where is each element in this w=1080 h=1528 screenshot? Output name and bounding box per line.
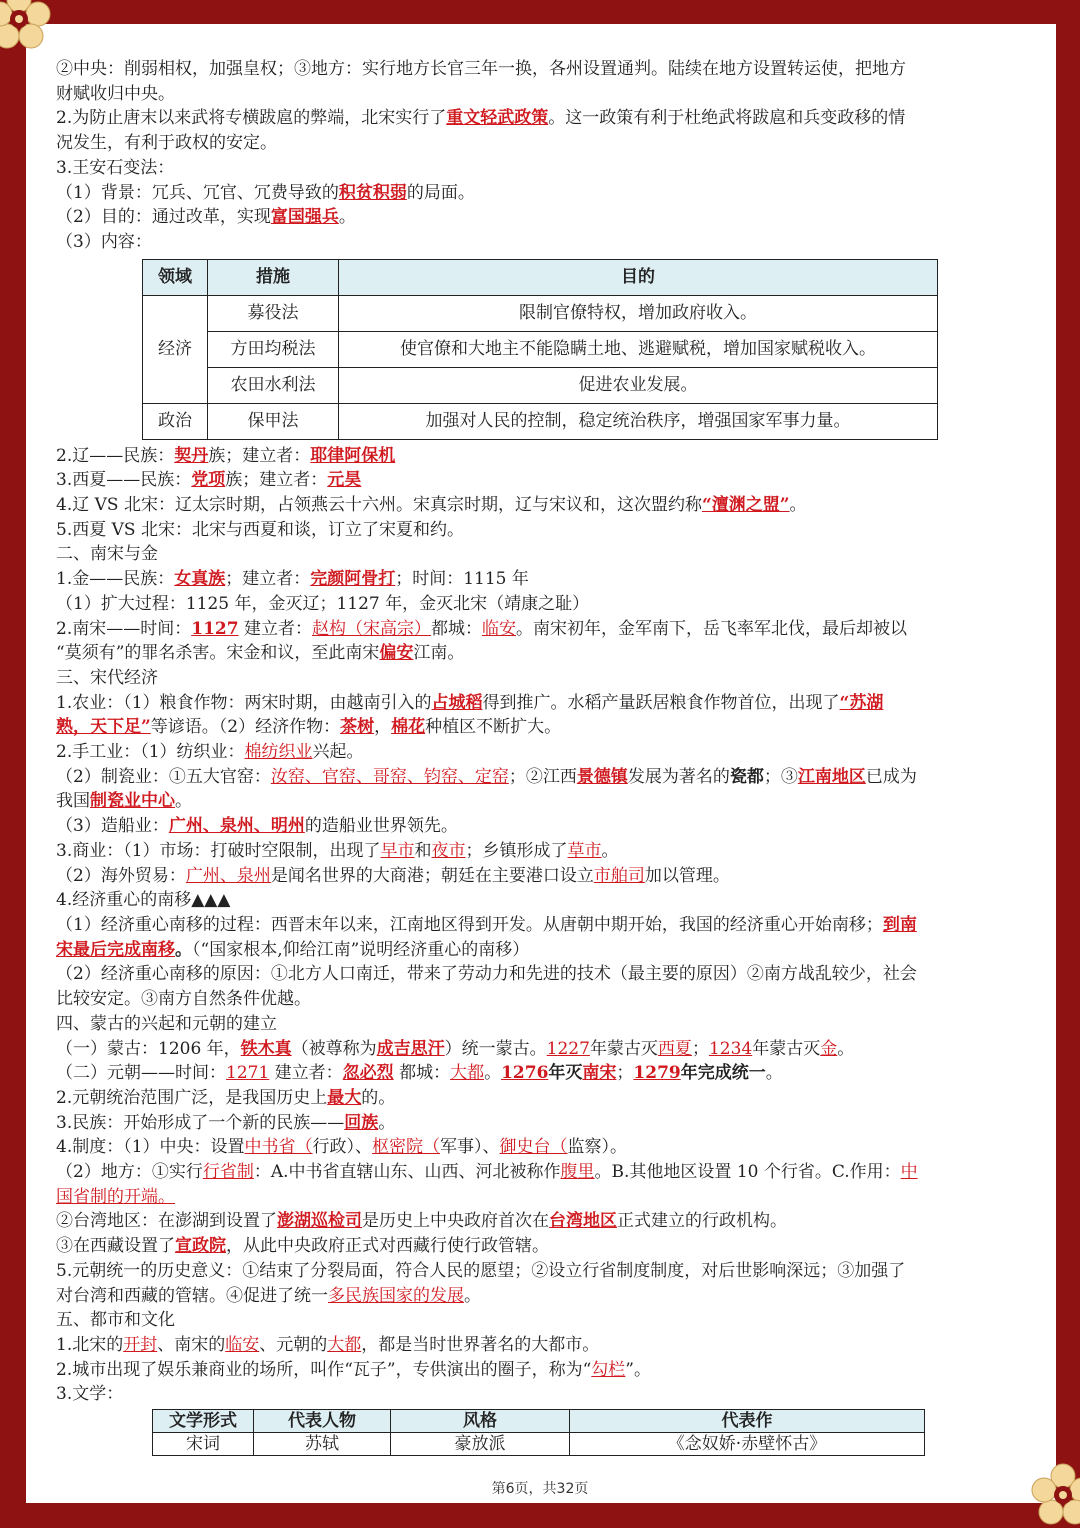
keyword: 市舶司: [593, 865, 645, 886]
keyword: 女真族: [174, 569, 226, 590]
table-cell: 限制官僚特权，增加政府收入。: [339, 295, 938, 331]
keyword: 草市: [567, 840, 602, 861]
text-line: 比较安定。③南方自然条件优越。: [56, 989, 311, 1010]
text-line: （3）内容：: [56, 231, 152, 252]
keyword: 宣政院: [175, 1236, 226, 1257]
keyword: 台湾地区: [549, 1211, 617, 1232]
table-cell: 豪放派: [391, 1433, 570, 1456]
keyword: 完颜阿骨打: [310, 569, 396, 590]
text-line: 1.农业：（1）粮食作物：两宋时期，由越南引入的占城稻得到推广。水稻产量跃居粮食作物首位，出现了“苏湖: [56, 692, 884, 713]
table-cell: 促进农业发展。: [339, 367, 938, 403]
text-line: 4.经济重心的南移▲▲▲: [56, 890, 231, 911]
table-cell: 苏轼: [254, 1433, 391, 1456]
table-cell: 政治: [143, 403, 208, 439]
text-line: 4.辽 VS 北宋：辽太宗时期，占领燕云十六州。宋真宗时期，辽与宋议和，这次盟约称“澶渊之盟”。: [56, 495, 807, 516]
section-heading: 五、都市和文化: [56, 1310, 175, 1331]
table-row: [153, 1433, 925, 1456]
header-cell: 风格: [391, 1410, 570, 1433]
keyword: 忽必烈: [342, 1063, 394, 1084]
keyword: 中: [900, 1162, 918, 1183]
text-line: 2.南宋——时间：1127 建立者：赵构（宋高宗）都城：临安。南宋初年，金军南下，岳飞率军北伐，最后却被以: [56, 618, 907, 639]
text-line: “莫须有”的罪名杀害。宋金和议，至此南宋偏安江南。: [56, 643, 465, 664]
text-line: 3.王安石变法：: [56, 157, 175, 178]
keyword: 赵构（宋高宗）: [311, 618, 431, 639]
table-row: [143, 295, 938, 331]
keyword: “苏湖: [839, 692, 884, 713]
text-line: （一）蒙古：1206 年，铁木真（被尊称为成吉思汗）统一蒙古。1227年蒙古灭西夏；1234年蒙古灭金。: [56, 1038, 855, 1059]
text-line: ②台湾地区：在澎湖到设置了澎湖巡检司是历史上中央政府首次在台湾地区正式建立的行政机构。: [56, 1211, 787, 1232]
table-cell: 方田均税法: [208, 331, 339, 367]
keyword: 大都: [450, 1063, 485, 1084]
table-cell: 使官僚和大地主不能隐瞒土地、逃避赋税，增加国家赋税收入。: [339, 331, 938, 367]
text-line: （2）地方：①实行行省制：A.中书省直辖山东、山西、河北被称作腹里。B.其他地区设置 10 个行省。C.作用：中: [56, 1162, 918, 1183]
text-line: （1）背景：冗兵、冗官、冗费导致的积贫积弱的局面。: [56, 182, 475, 203]
section-heading: 三、宋代经济: [56, 667, 158, 688]
header-cell: 措施: [208, 259, 339, 295]
reform-table: [142, 259, 938, 440]
keyword: “澶渊之盟”: [701, 495, 790, 516]
text-line: [56, 1185, 1031, 1210]
table-cell: 农田水利法: [208, 367, 339, 403]
keyword: 广州、泉州、明州: [168, 816, 305, 837]
keyword: 1276: [501, 1063, 549, 1084]
header-cell: 目的: [339, 259, 938, 295]
text-line: （2）经济重心南移的原因：①北方人口南迁，带来了劳动力和先进的技术（最主要的原因）②南方战乱较少，社会: [56, 964, 917, 985]
keyword: 1271: [226, 1063, 270, 1084]
header-cell: 代表人物: [254, 1410, 391, 1433]
bold-text: 瓷都: [729, 766, 764, 787]
header-cell: 领域: [143, 259, 208, 295]
keyword: 棉纺织业: [244, 742, 313, 763]
keyword: 富国强兵: [270, 207, 339, 228]
text-line: ②中央：削弱相权，加强皇权；③地方：实行地方长官三年一换，各州设置通判。陆续在地方设置转运使，把地方: [56, 59, 906, 79]
keyword: 临安: [481, 618, 516, 639]
text-line: 3.商业：（1）市场：打破时空限制，出现了早市和夜市；乡镇形成了草市。: [56, 840, 619, 861]
text-line: 5.西夏 VS 北宋：北宋与西夏和谈，订立了宋夏和约。: [56, 519, 464, 540]
text-line: 3.文学：: [56, 1384, 124, 1405]
keyword: 元昊: [327, 470, 362, 491]
text-line: 1.北宋的开封、南宋的临安、元朝的大都，都是当时世界著名的大都市。: [56, 1334, 600, 1355]
keyword: 偏安: [379, 643, 414, 664]
section-heading: 四、蒙古的兴起和元朝的建立: [56, 1013, 277, 1034]
keyword: 1127: [191, 618, 239, 639]
keyword: 棉花: [391, 717, 426, 738]
table-header-row: [143, 259, 938, 295]
keyword: 1279: [633, 1063, 681, 1084]
keyword: 多民族国家的发展: [328, 1285, 464, 1306]
keyword: 重文轻武政策: [446, 108, 549, 129]
keyword: 国省制的开端。: [56, 1186, 175, 1207]
text-line: 4.制度：（1）中央：设置中书省（行政）、枢密院（军事）、御史台（监察）。: [56, 1137, 628, 1158]
text-line: （1）经济重心南移的过程：西晋末年以来，江南地区得到开发。从唐朝中期开始，我国的经济重心开始南移；到南: [56, 914, 917, 935]
text-line: （3）造船业：广州、泉州、明州的造船业世界领先。: [56, 816, 458, 837]
keyword: 早市: [380, 840, 415, 861]
text-line: （1）扩大过程：1125 年，金灭辽；1127 年，金灭北宋（靖康之耻）: [56, 593, 590, 614]
section-heading: 二、南宋与金: [56, 544, 158, 565]
keyword: 大都: [327, 1334, 362, 1355]
flower-icon: [0, 0, 52, 52]
keyword: 御史台（: [499, 1137, 568, 1158]
keyword: 腹里: [560, 1162, 595, 1183]
text-line: （2）目的：通过改革，实现富国强兵。: [56, 207, 356, 228]
keyword: 景德镇: [576, 766, 628, 787]
keyword: 成吉思汗: [376, 1038, 445, 1059]
literature-table: [152, 1409, 925, 1456]
keyword: 熟，天下足”: [56, 717, 151, 738]
page-content: [56, 57, 1031, 1456]
text-line: 3.西夏——民族：党项族；建立者：元昊: [56, 470, 362, 491]
keyword: 中书省（: [244, 1137, 313, 1158]
keyword: 枢密院（: [372, 1137, 441, 1158]
keyword: 茶树: [340, 717, 375, 738]
keyword: 到南: [882, 914, 917, 935]
text-line: （2）制瓷业：①五大官窑：汝窑、官窑、哥窑、钧窑、定窑；②江西景德镇发展为著名的瓷都；③江南地区已成为: [56, 766, 917, 787]
keyword: 勾栏: [591, 1359, 626, 1380]
text-line: 1.金——民族：女真族；建立者：完颜阿骨打；时间：1115 年: [56, 569, 529, 590]
keyword: 澎湖巡检司: [277, 1211, 362, 1232]
keyword: 南宋: [582, 1063, 617, 1084]
keyword: 占城稻: [431, 692, 483, 713]
text-line: （二）元朝——时间：1271 建立者：忽必烈 都城：大都。1276年灭南宋；1279年完成统一。: [56, 1063, 783, 1084]
table-header-row: [153, 1410, 925, 1433]
keyword: 西夏: [657, 1038, 692, 1059]
header-cell: 文学形式: [153, 1410, 254, 1433]
table-row: [143, 367, 938, 403]
text-line: 5.元朝统一的历史意义：①结束了分裂局面，符合人民的愿望；②设立行省制度制度，对后世影响深远；③加强了: [56, 1260, 906, 1281]
keyword: 开封: [123, 1334, 158, 1355]
text-line: 宋最后完成南移。（“国家根本,仰给江南”说明经济重心的南移）: [56, 939, 530, 960]
document-page: [26, 24, 1056, 1503]
keyword: 制瓷业中心: [90, 791, 175, 812]
text-line: 财赋收归中央。: [56, 83, 175, 104]
keyword: 党项: [191, 470, 226, 491]
keyword: 耶律阿保机: [310, 445, 396, 466]
keyword: 汝窑、官窑、哥窑、钧窑、定窑: [270, 766, 509, 787]
keyword: 临安: [225, 1334, 260, 1355]
keyword: 江南地区: [797, 766, 866, 787]
text-line: 3.民族：开始形成了一个新的民族——回族。: [56, 1112, 396, 1133]
text-line: 2.城市出现了娱乐兼商业的场所，叫作“瓦子”，专供演出的圈子，称为“勾栏”。: [56, 1359, 651, 1380]
keyword: 金: [820, 1038, 838, 1059]
keyword: 积贫积弱: [338, 182, 407, 203]
keyword: 宋最后完成南移: [56, 939, 175, 960]
text-line: 2.手工业：（1）纺织业：棉纺织业兴起。: [56, 742, 364, 763]
text-line: 对台湾和西藏的管辖。④促进了统一多民族国家的发展。: [56, 1285, 481, 1306]
table-row: [143, 403, 938, 439]
text-line: 2.辽——民族：契丹族；建立者：耶律阿保机: [56, 445, 396, 466]
keyword: 铁木真: [240, 1038, 292, 1059]
keyword: 1227: [546, 1038, 590, 1059]
keyword: 回族: [344, 1112, 379, 1133]
text-line: 2.元朝统治范围广泛，是我国历史上最大的。: [56, 1087, 396, 1108]
keyword: 契丹: [174, 445, 209, 466]
table-cell: 宋词: [153, 1433, 254, 1456]
text-line: 2.为防止唐末以来武将专横跋扈的弊端，北宋实行了重文轻武政策。这一政策有利于杜绝武将跋扈和兵变政移的情: [56, 108, 906, 129]
keyword: 广州、泉州: [185, 865, 271, 886]
page-footer: 第6页，共32页: [491, 1481, 589, 1497]
table-cell: 《念奴娇·赤壁怀古》: [570, 1433, 925, 1456]
keyword: 行省制: [202, 1162, 254, 1183]
table-row: [143, 331, 938, 367]
text-line: （2）海外贸易：广州、泉州是闻名世界的大商港；朝廷在主要港口设立市舶司加以管理。: [56, 865, 730, 886]
text-line: 况发生，有利于政权的安定。: [56, 133, 277, 154]
header-cell: 代表作: [570, 1410, 925, 1433]
text-line: ③在西藏设置了宣政院，从此中央政府正式对西藏行使行政管辖。: [56, 1236, 549, 1257]
table-cell: 经济: [143, 295, 208, 403]
table-cell: 加强对人民的控制，稳定统治秩序，增强国家军事力量。: [339, 403, 938, 439]
text-line: 我国制瓷业中心。: [56, 791, 192, 812]
keyword: 最大: [327, 1087, 362, 1108]
keyword: 夜市: [431, 840, 466, 861]
table-cell: 保甲法: [208, 403, 339, 439]
table-cell: 募役法: [208, 295, 339, 331]
keyword: 1234: [708, 1038, 753, 1059]
text-line: 熟，天下足”等谚语。（2）经济作物：茶树，棉花种植区不断扩大。: [56, 717, 562, 738]
